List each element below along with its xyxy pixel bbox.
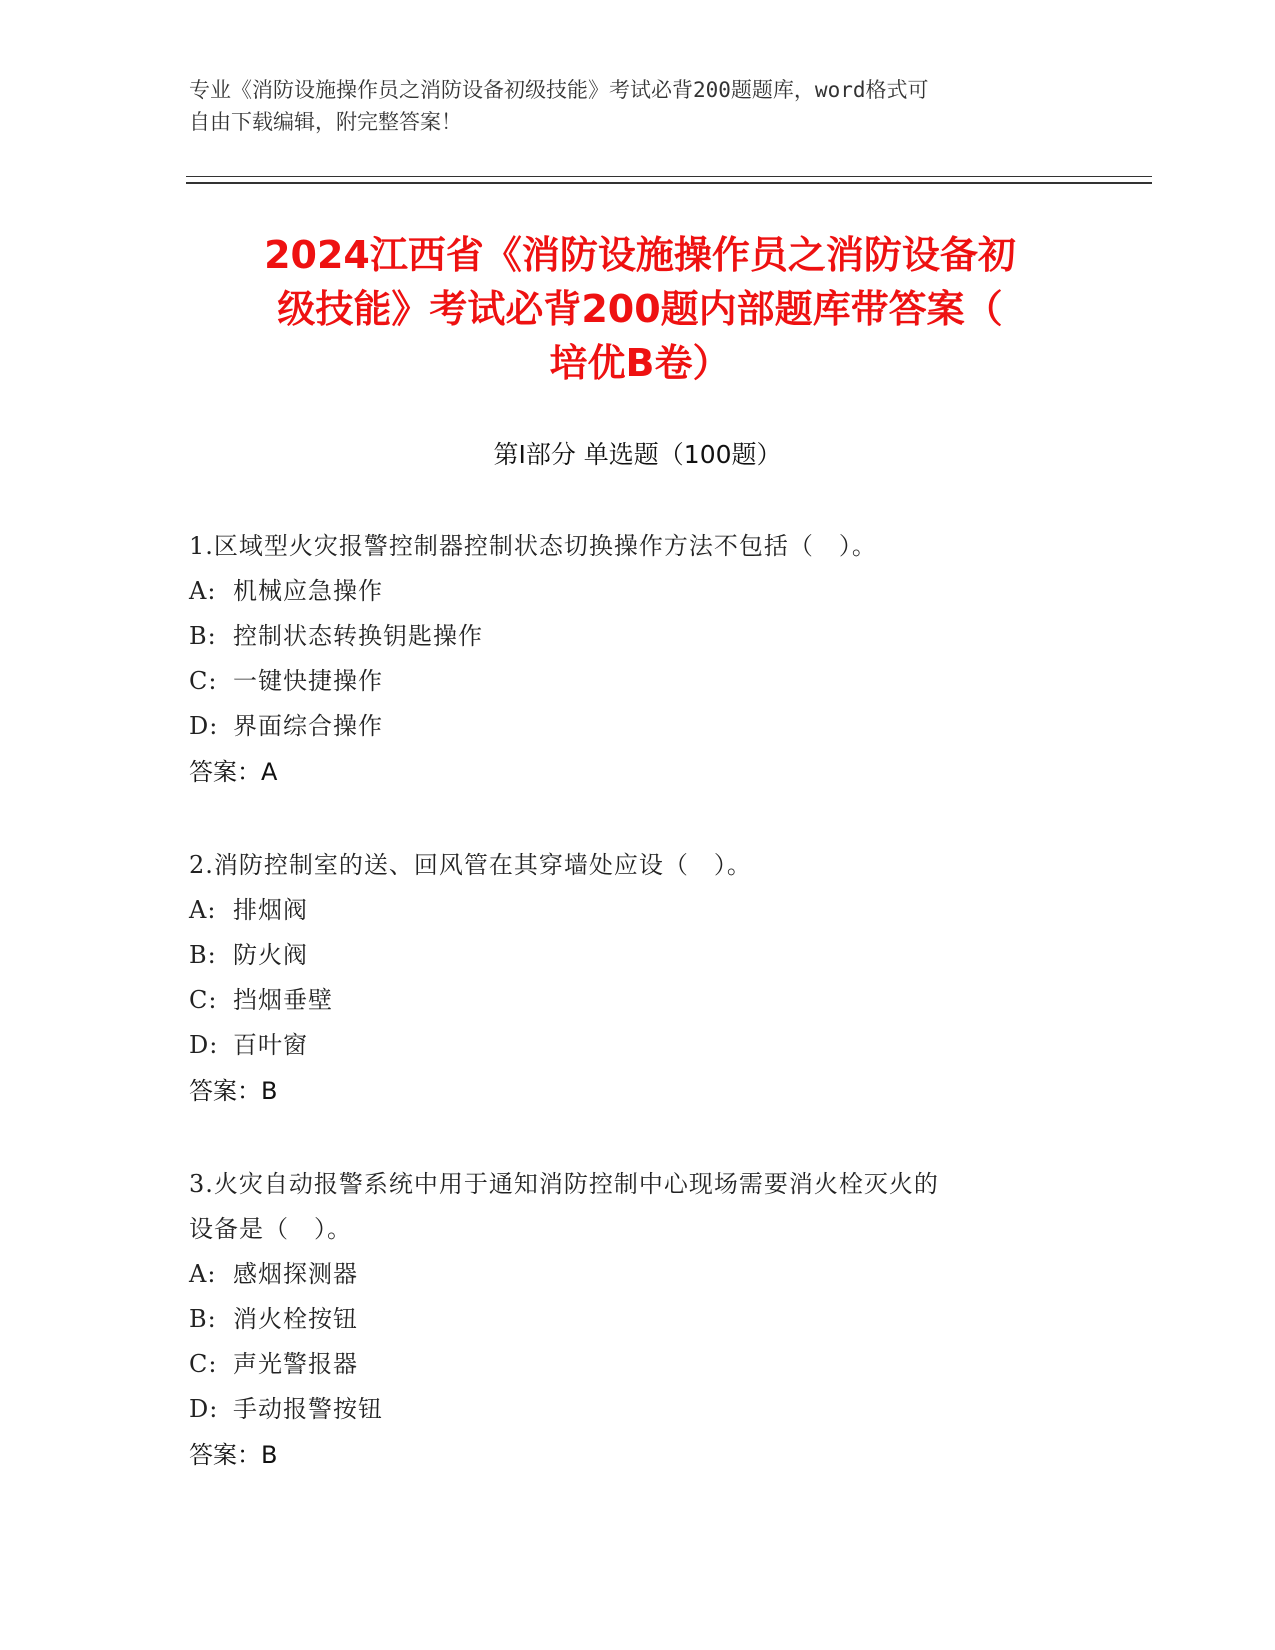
question-text-line-1: 3.火灾自动报警系统中用于通知消防控制中心现场需要消火栓灭火的 <box>189 1170 939 1198</box>
option-key: A: <box>189 896 217 924</box>
option-c <box>189 978 1109 1023</box>
option-d <box>189 1023 1109 1068</box>
option-key: C: <box>189 986 218 1014</box>
option-text: 一键快捷操作 <box>233 667 383 695</box>
header-note <box>189 74 1069 138</box>
section-heading: 第I部分 单选题（100题） <box>493 440 782 469</box>
answer: 答案：B <box>189 1077 278 1105</box>
option-key: B: <box>189 1305 217 1333</box>
option-b <box>189 614 1109 659</box>
option-text: 声光警报器 <box>233 1350 358 1378</box>
option-c <box>189 659 1109 704</box>
title-line-3: 培优B卷） <box>549 341 731 385</box>
option-key: D: <box>189 712 219 740</box>
header-rule-thin <box>186 176 1152 177</box>
title-line-1: 2024江西省《消防设施操作员之消防设备初 <box>264 233 1016 277</box>
question-1 <box>189 524 1109 795</box>
option-a <box>189 888 1109 933</box>
option-d <box>189 1387 1109 1432</box>
option-c <box>189 1342 1109 1387</box>
option-text: 消火栓按钮 <box>233 1305 358 1333</box>
question-text-line-2: 设备是（ ）。 <box>189 1215 352 1243</box>
option-a <box>189 569 1109 614</box>
option-text: 排烟阀 <box>233 896 308 924</box>
document-title <box>160 228 1120 390</box>
answer: 答案：A <box>189 758 278 786</box>
option-key: D: <box>189 1395 219 1423</box>
header-note-line-2: 自由下载编辑，附完整答案！ <box>189 110 462 134</box>
option-b <box>189 1297 1109 1342</box>
question-text: 1.区域型火灾报警控制器控制状态切换操作方法不包括（ ）。 <box>189 532 877 560</box>
question-3 <box>189 1162 1109 1478</box>
option-key: D: <box>189 1031 219 1059</box>
option-text: 百叶窗 <box>233 1031 308 1059</box>
title-line-2: 级技能》考试必背200题内部题库带答案（ <box>277 287 1003 331</box>
header-note-line-1: 专业《消防设施操作员之消防设备初级技能》考试必背200题题库，word格式可 <box>189 78 929 102</box>
option-text: 机械应急操作 <box>233 577 383 605</box>
option-text: 界面综合操作 <box>233 712 383 740</box>
header-rule-thick <box>186 182 1152 184</box>
option-text: 感烟探测器 <box>233 1260 358 1288</box>
option-key: B: <box>189 622 217 650</box>
option-text: 防火阀 <box>233 941 308 969</box>
option-b <box>189 933 1109 978</box>
option-d <box>189 704 1109 749</box>
option-key: B: <box>189 941 217 969</box>
option-text: 挡烟垂壁 <box>233 986 333 1014</box>
question-2 <box>189 843 1109 1114</box>
option-text: 控制状态转换钥匙操作 <box>233 622 483 650</box>
option-text: 手动报警按钮 <box>233 1395 383 1423</box>
option-key: A: <box>189 577 217 605</box>
question-text: 2.消防控制室的送、回风管在其穿墙处应设（ ）。 <box>189 851 752 879</box>
option-key: A: <box>189 1260 217 1288</box>
option-key: C: <box>189 1350 218 1378</box>
option-a <box>189 1252 1109 1297</box>
answer: 答案：B <box>189 1441 278 1469</box>
option-key: C: <box>189 667 218 695</box>
